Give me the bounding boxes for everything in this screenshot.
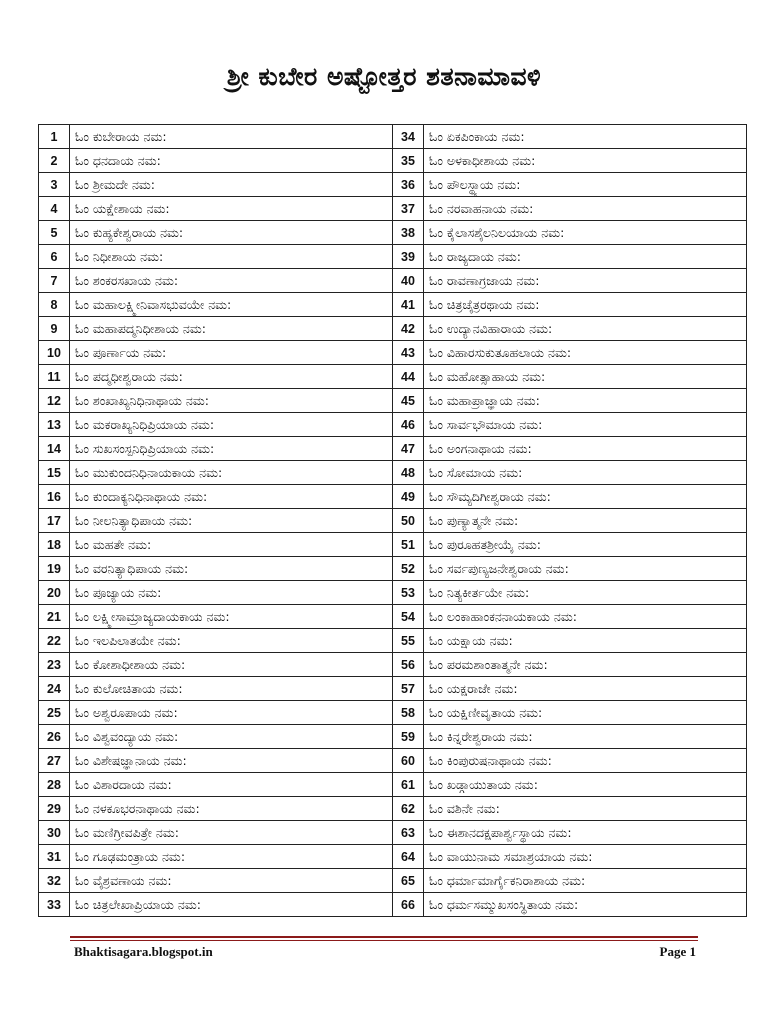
name-number: 50 <box>393 509 424 533</box>
table-row <box>39 413 747 437</box>
name-text: ಓಂ ಲಂಕಾಹಾಂಕನನಾಯಕಾಯ ನಮ: <box>424 605 747 629</box>
name-number: 44 <box>393 365 424 389</box>
table-row <box>39 605 747 629</box>
table-row <box>39 125 747 149</box>
name-text: ಓಂ ಶಂಕರಸಖಾಯ ನಮ: <box>70 269 393 293</box>
name-number: 51 <box>393 533 424 557</box>
name-text: ಓಂ ಈಶಾನದಕ್ಷಪಾರ್ಶ್ವಸ್ಥಾಯ ನಮ: <box>424 821 747 845</box>
name-number: 32 <box>39 869 70 893</box>
name-number: 58 <box>393 701 424 725</box>
name-text: ಓಂ ಖಡ್ಗಾಯುತಾಯ ನಮ: <box>424 773 747 797</box>
name-text: ಓಂ ನಿಧೀಶಾಯ ನಮ: <box>70 245 393 269</box>
table-row <box>39 149 747 173</box>
name-number: 26 <box>39 725 70 749</box>
name-number: 7 <box>39 269 70 293</box>
name-number: 5 <box>39 221 70 245</box>
name-text: ಓಂ ಪುಣ್ಯಾತ್ಮನೇ ನಮ: <box>424 509 747 533</box>
name-number: 39 <box>393 245 424 269</box>
table-row <box>39 557 747 581</box>
name-text: ಓಂ ಉದ್ಯಾನವಿಹಾರಾಯ ನಮ: <box>424 317 747 341</box>
name-number: 12 <box>39 389 70 413</box>
name-text: ಓಂ ಮಹಾಪದ್ಮನಿಧೀಶಾಯ ನಮ: <box>70 317 393 341</box>
table-row <box>39 437 747 461</box>
name-number: 38 <box>393 221 424 245</box>
name-number: 40 <box>393 269 424 293</box>
name-text: ಓಂ ನೀಲನಿತ್ಯಾಧಿಪಾಯ ನಮ: <box>70 509 393 533</box>
table-row <box>39 677 747 701</box>
name-text: ಓಂ ರಾವಣಾಗ್ರಜಾಯ ನಮ: <box>424 269 747 293</box>
name-number: 37 <box>393 197 424 221</box>
name-number: 53 <box>393 581 424 605</box>
name-text: ಓಂ ಧನದಾಯ ನಮ: <box>70 149 393 173</box>
table-row <box>39 245 747 269</box>
name-text: ಓಂ ಮಹತೇ ನಮ: <box>70 533 393 557</box>
page-number: Page 1 <box>659 944 696 959</box>
name-text: ಓಂ ಲಕ್ಷ್ಮೀಸಾಮ್ರಾಜ್ಯದಾಯಕಾಯ ನಮ: <box>70 605 393 629</box>
name-text: ಓಂ ಚಿತ್ರಲೇಖಾಪ್ರಿಯಾಯ ನಮ: <box>70 893 393 917</box>
table-row <box>39 725 747 749</box>
name-number: 55 <box>393 629 424 653</box>
name-number: 22 <box>39 629 70 653</box>
name-number: 59 <box>393 725 424 749</box>
name-number: 23 <box>39 653 70 677</box>
table-row <box>39 701 747 725</box>
name-text: ಓಂ ಕೈಲಾಸಶೈಲನಿಲಯಾಯ ನಮ: <box>424 221 747 245</box>
name-number: 42 <box>393 317 424 341</box>
name-text: ಓಂ ಮಹಾಲಕ್ಷ್ಮೀನಿವಾಸಭುವಯೇ ನಮ: <box>70 293 393 317</box>
name-text: ಓಂ ಯಕ್ಷೇಶಾಯ ನಮ: <box>70 197 393 221</box>
name-number: 34 <box>393 125 424 149</box>
name-number: 31 <box>39 845 70 869</box>
name-text: ಓಂ ಯಕ್ಷಾಯ ನಮ: <box>424 629 747 653</box>
name-number: 64 <box>393 845 424 869</box>
footer-rule <box>70 936 698 938</box>
name-text: ಓಂ ಧರ್ಮಸಮ್ಮುಖಸಂಸ್ಥಿತಾಯ ನಮ: <box>424 893 747 917</box>
name-number: 14 <box>39 437 70 461</box>
name-number: 49 <box>393 485 424 509</box>
table-row <box>39 797 747 821</box>
name-number: 20 <box>39 581 70 605</box>
name-text: ಓಂ ವಿಶೇಷಜ್ಞಾನಾಯ ನಮ: <box>70 749 393 773</box>
name-text: ಓಂ ಮಹೋತ್ಸಾಹಾಯ ನಮ: <box>424 365 747 389</box>
name-number: 3 <box>39 173 70 197</box>
name-text: ಓಂ ಕಿಂಪುರುಷನಾಥಾಯ ನಮ: <box>424 749 747 773</box>
table-row <box>39 773 747 797</box>
footer-site[interactable]: Bhaktisagara.blogspot.in <box>74 944 213 959</box>
name-text: ಓಂ ಕಿನ್ನರೇಶ್ವರಾಯ ನಮ: <box>424 725 747 749</box>
name-text: ಓಂ ಸರ್ವಪುಣ್ಯಜನೇಶ್ವರಾಯ ನಮ: <box>424 557 747 581</box>
name-text: ಓಂ ಸಾರ್ವಭೌಮಾಯ ನಮ: <box>424 413 747 437</box>
page-title: ಶ್ರೀ ಕುಬೇರ ಅಷ್ಟೋತ್ತರ ಶತನಾಮಾವಳಿ <box>226 62 542 91</box>
name-number: 46 <box>393 413 424 437</box>
name-number: 62 <box>393 797 424 821</box>
name-text: ಓಂ ವಿಶ್ವವಂದ್ಯಾಯ ನಮ: <box>70 725 393 749</box>
name-text: ಓಂ ಕುಲೋಚಿತಾಯ ನಮ: <box>70 677 393 701</box>
name-number: 35 <box>393 149 424 173</box>
table-row <box>39 509 747 533</box>
table-row <box>39 269 747 293</box>
name-text: ಓಂ ಯಕ್ಷರಾಜೇ ನಮ: <box>424 677 747 701</box>
name-text: ಓಂ ಪದ್ಮಧೀಶ್ವರಾಯ ನಮ: <box>70 365 393 389</box>
name-number: 47 <box>393 437 424 461</box>
name-text: ಓಂ ಕುಂದಾಕ್ಯನಿಧಿನಾಥಾಯ ನಮ: <box>70 485 393 509</box>
name-text: ಓಂ ನರವಾಹನಾಯ ನಮ: <box>424 197 747 221</box>
name-number: 9 <box>39 317 70 341</box>
name-text: ಓಂ ಚಿತ್ರಚೈತ್ರರಥಾಯ ನಮ: <box>424 293 747 317</box>
table-row <box>39 389 747 413</box>
name-text: ಓಂ ಶಂಖಾಖ್ಯನಿಧಿನಾಥಾಯ ನಮ: <box>70 389 393 413</box>
name-text: ಓಂ ಗೂಢಮಂತ್ರಾಯ ನಮ: <box>70 845 393 869</box>
name-number: 65 <box>393 869 424 893</box>
footer-rule-thin <box>70 940 698 941</box>
name-number: 4 <box>39 197 70 221</box>
name-number: 41 <box>393 293 424 317</box>
name-number: 2 <box>39 149 70 173</box>
name-text: ಓಂ ಪೂರ್ಣಾಯ ನಮ: <box>70 341 393 365</box>
name-number: 1 <box>39 125 70 149</box>
name-text: ಓಂ ಸೋಮಾಯ ನಮ: <box>424 461 747 485</box>
name-text: ಓಂ ಮುಕುಂದನಿಧಿನಾಯಕಾಯ ನಮ: <box>70 461 393 485</box>
name-number: 29 <box>39 797 70 821</box>
name-text: ಓಂ ಕುಬೇರಾಯ ನಮ: <box>70 125 393 149</box>
name-number: 8 <box>39 293 70 317</box>
name-text: ಓಂ ಶ್ರೀಮದೇ ನಮ: <box>70 173 393 197</box>
table-row <box>39 317 747 341</box>
name-number: 13 <box>39 413 70 437</box>
name-number: 45 <box>393 389 424 413</box>
name-number: 56 <box>393 653 424 677</box>
name-text: ಓಂ ಇಲಪಿಲಾತಯೇ ನಮ: <box>70 629 393 653</box>
name-number: 24 <box>39 677 70 701</box>
name-text: ಓಂ ಪರಮಶಾಂತಾತ್ಮನೇ ನಮ: <box>424 653 747 677</box>
name-number: 61 <box>393 773 424 797</box>
name-number: 18 <box>39 533 70 557</box>
name-number: 43 <box>393 341 424 365</box>
name-number: 21 <box>39 605 70 629</box>
name-number: 27 <box>39 749 70 773</box>
table-row <box>39 197 747 221</box>
name-text: ಓಂ ಧರ್ಮಾಮಾರ್ಗೈಕನಿರಾಶಾಯ ನಮ: <box>424 869 747 893</box>
name-number: 48 <box>393 461 424 485</box>
name-text: ಓಂ ರಾಜ್ಯದಾಯ ನಮ: <box>424 245 747 269</box>
name-text: ಓಂ ಪೌಲಸ್ಥ್ಯಾಯ ನಮ: <box>424 173 747 197</box>
name-text: ಓಂ ಅಂಗನಾಥಾಯ ನಮ: <box>424 437 747 461</box>
name-text: ಓಂ ಕುಹ್ಯಕೇಶ್ವರಾಯ ನಮ: <box>70 221 393 245</box>
name-number: 36 <box>393 173 424 197</box>
table-row <box>39 893 747 917</box>
table-row <box>39 869 747 893</box>
name-text: ಓಂ ವಿಹಾರಸುಕುತೂಹಲಾಯ ನಮ: <box>424 341 747 365</box>
name-text: ಓಂ ಪುರೂಹತಶ್ರೀಯೈ ನಮ: <box>424 533 747 557</box>
name-text: ಓಂ ಕೋಶಾಧೀಶಾಯ ನಮ: <box>70 653 393 677</box>
name-text: ಓಂ ಪೂಜ್ಯಾಯ ನಮ: <box>70 581 393 605</box>
name-number: 60 <box>393 749 424 773</box>
table-row <box>39 653 747 677</box>
table-row <box>39 221 747 245</box>
name-number: 54 <box>393 605 424 629</box>
table-row <box>39 845 747 869</box>
name-text: ಓಂ ಸುಖಸಂಸ್ಪನಿಧಿಪ್ರಿಯಾಯ ನಮ: <box>70 437 393 461</box>
name-number: 10 <box>39 341 70 365</box>
name-text: ಓಂ ವಾಯುನಾಮ ಸಮಾಶ್ರಯಾಯ ನಮ: <box>424 845 747 869</box>
name-text: ಓಂ ವರನಿತ್ಯಾಧಿಪಾಯ ನಮ: <box>70 557 393 581</box>
name-text: ಓಂ ಏಕಪಿಂಕಾಯ ನಮ: <box>424 125 747 149</box>
table-row <box>39 821 747 845</box>
name-text: ಓಂ ಮಣಿಗ್ರೀವಪಿತ್ರೇ ನಮ: <box>70 821 393 845</box>
table-row <box>39 581 747 605</box>
name-text: ಓಂ ವಶಿನೇ ನಮ: <box>424 797 747 821</box>
name-number: 28 <box>39 773 70 797</box>
name-number: 19 <box>39 557 70 581</box>
name-number: 15 <box>39 461 70 485</box>
table-row <box>39 341 747 365</box>
name-number: 16 <box>39 485 70 509</box>
name-number: 6 <box>39 245 70 269</box>
name-number: 17 <box>39 509 70 533</box>
name-text: ಓಂ ಯಕ್ಷಿಣೀವೃತಾಯ ನಮ: <box>424 701 747 725</box>
table-row <box>39 533 747 557</box>
name-text: ಓಂ ನಳಕೂಭರನಾಥಾಯ ನಮ: <box>70 797 393 821</box>
name-text: ಓಂ ನಿತ್ಯಕೀರ್ತಯೇ ನಮ: <box>424 581 747 605</box>
name-text: ಓಂ ಅಶ್ವರೂಪಾಯ ನಮ: <box>70 701 393 725</box>
name-number: 33 <box>39 893 70 917</box>
name-text: ಓಂ ವೈಶ್ರವಣಾಯ ನಮ: <box>70 869 393 893</box>
name-number: 63 <box>393 821 424 845</box>
name-number: 66 <box>393 893 424 917</box>
name-text: ಓಂ ಮಕರಾಖ್ಯನಿಧಿಪ್ರಿಯಾಯ ನಮ: <box>70 413 393 437</box>
name-number: 11 <box>39 365 70 389</box>
table-row <box>39 365 747 389</box>
table-row <box>39 461 747 485</box>
table-row <box>39 173 747 197</box>
name-number: 25 <box>39 701 70 725</box>
table-row <box>39 749 747 773</box>
table-row <box>39 629 747 653</box>
name-text: ಓಂ ವಿಶಾರದಾಯ ನಮ: <box>70 773 393 797</box>
name-number: 30 <box>39 821 70 845</box>
name-number: 52 <box>393 557 424 581</box>
table-row <box>39 485 747 509</box>
name-text: ಓಂ ಅಳಕಾಧೀಶಾಯ ನಮ: <box>424 149 747 173</box>
name-number: 57 <box>393 677 424 701</box>
name-text: ಓಂ ಸೌಮ್ಯದಿಗೀಶ್ವರಾಯ ನಮ: <box>424 485 747 509</box>
name-text: ಓಂ ಮಹಾಪ್ರಾಜ್ಞಾಯ ನಮ: <box>424 389 747 413</box>
names-table <box>38 124 747 917</box>
table-row <box>39 293 747 317</box>
